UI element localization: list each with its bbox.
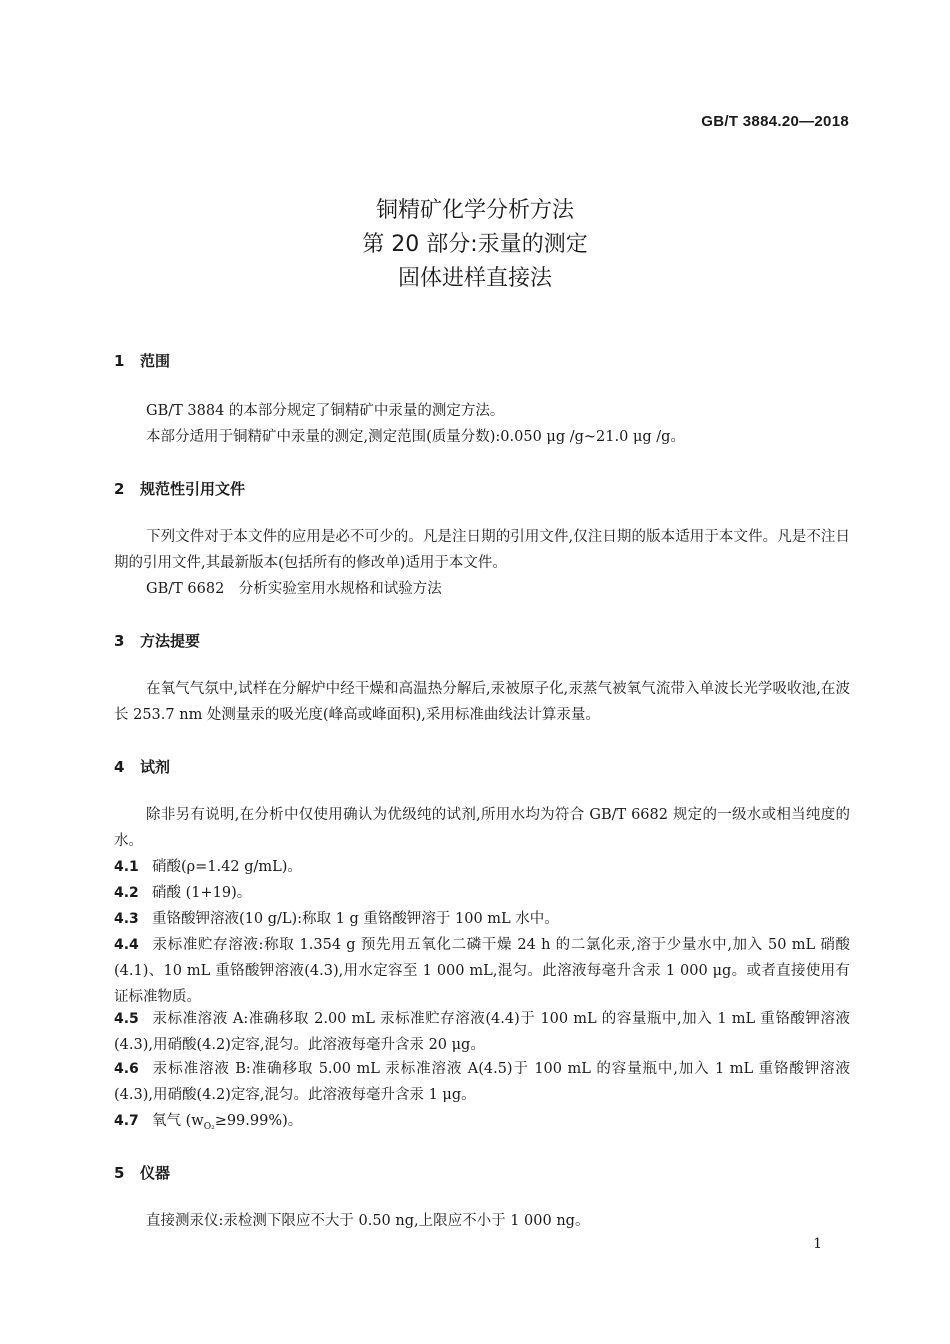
section-number: 5 bbox=[114, 1164, 125, 1182]
item-text: 汞标准溶液 B:准确移取 5.00 mL 汞标准溶液 A(4.5)于 100 mL 的容量瓶中,加入 1 mL 重铬酸钾溶液(4.3),用硝酸(4.2)定容,混匀。此溶液每毫升含汞 1 μg。 bbox=[114, 1061, 850, 1103]
title-line-1: 铜精矿化学分析方法 bbox=[375, 198, 574, 223]
subscript: O₂ bbox=[203, 1121, 215, 1132]
section-title: 规范性引用文件 bbox=[140, 480, 246, 498]
item-text-post: ≥99.99%)。 bbox=[214, 1113, 303, 1129]
section-number: 2 bbox=[114, 480, 125, 498]
section-title: 仪器 bbox=[140, 1164, 171, 1182]
item-number: 4.2 bbox=[114, 885, 139, 901]
item-number: 4.7 bbox=[114, 1113, 139, 1129]
section-4-heading bbox=[114, 756, 170, 777]
item-number: 4.6 bbox=[114, 1061, 139, 1077]
item-number: 4.4 bbox=[114, 937, 139, 953]
section-title: 范围 bbox=[140, 352, 171, 370]
section-number: 4 bbox=[114, 758, 125, 776]
paragraph: 直接测汞仪:汞检测下限应不大于 0.50 ng,上限应不小于 1 000 ng。 bbox=[146, 1213, 590, 1229]
item-number: 4.5 bbox=[114, 1011, 139, 1027]
paragraph: 本部分适用于铜精矿中汞量的测定,测定范围(质量分数):0.050 μg /g~21.0 μg /g。 bbox=[146, 429, 685, 445]
standard-number: GB/T 3884.20—2018 bbox=[701, 113, 849, 130]
paragraph: GB/T 3884 的本部分规定了铜精矿中汞量的测定方法。 bbox=[146, 403, 505, 419]
list-item bbox=[114, 1108, 850, 1140]
title-line-3: 固体进样直接法 bbox=[397, 266, 552, 291]
list-item bbox=[114, 854, 850, 880]
item-text: 硝酸 (1+19)。 bbox=[152, 885, 252, 901]
list-item bbox=[114, 932, 850, 1010]
paragraph: 除非另有说明,在分析中仅使用确认为优级纯的试剂,所用水均为符合 GB/T 6682 规定的一级水或相当纯度的水。 bbox=[114, 807, 850, 849]
section-title: 试剂 bbox=[140, 758, 171, 776]
page-number: 1 bbox=[813, 1236, 822, 1252]
item-text-pre: 氧气 (w bbox=[152, 1113, 204, 1129]
item-text bbox=[152, 1113, 303, 1132]
list-item bbox=[114, 1056, 850, 1108]
section-2-heading bbox=[114, 478, 245, 499]
section-title: 方法提要 bbox=[140, 632, 201, 650]
section-1-heading bbox=[114, 350, 170, 371]
list-item bbox=[114, 1006, 850, 1058]
item-text: 汞标准溶液 A:准确移取 2.00 mL 汞标准贮存溶液(4.4)于 100 mL 的容量瓶中,加入 1 mL 重铬酸钾溶液(4.3),用硝酸(4.2)定容,混匀。此溶液每毫升含汞 20 μg。 bbox=[114, 1011, 850, 1053]
title-line-2: 第 20 部分:汞量的测定 bbox=[362, 232, 588, 257]
item-number: 4.1 bbox=[114, 859, 139, 875]
document-title bbox=[0, 194, 950, 296]
item-text: 重铬酸钾溶液(10 g/L):称取 1 g 重铬酸钾溶于 100 mL 水中。 bbox=[152, 911, 559, 927]
paragraph: 在氧气气氛中,试样在分解炉中经干燥和高温热分解后,汞被原子化,汞蒸气被氧气流带入单波长光学吸收池,在波长 253.7 nm 处测量汞的吸光度(峰高或峰面积),采用标准曲线法计算汞量。 bbox=[114, 681, 850, 723]
section-number: 1 bbox=[114, 352, 125, 370]
list-item bbox=[114, 906, 850, 932]
section-5-heading bbox=[114, 1162, 170, 1183]
section-number: 3 bbox=[114, 632, 125, 650]
item-text: 汞标准贮存溶液:称取 1.354 g 预先用五氧化二磷干燥 24 h 的二氯化汞,溶于少量水中,加入 50 mL 硝酸(4.1)、10 mL 重铬酸钾溶液(4.3),用水定容至 1 000 mL,混匀。此溶液每毫升含汞 1 000 μg。或者直接使用有证标准物质。 bbox=[114, 937, 850, 1005]
item-number: 4.3 bbox=[114, 911, 139, 927]
paragraph: 下列文件对于本文件的应用是必不可少的。凡是注日期的引用文件,仅注日期的版本适用于本文件。凡是不注日期的引用文件,其最新版本(包括所有的修改单)适用于本文件。 bbox=[114, 529, 850, 571]
item-text: 硝酸(ρ=1.42 g/mL)。 bbox=[152, 859, 302, 875]
list-item bbox=[114, 880, 850, 906]
section-3-heading bbox=[114, 630, 200, 651]
normative-reference: GB/T 6682 分析实验室用水规格和试验方法 bbox=[146, 581, 442, 597]
